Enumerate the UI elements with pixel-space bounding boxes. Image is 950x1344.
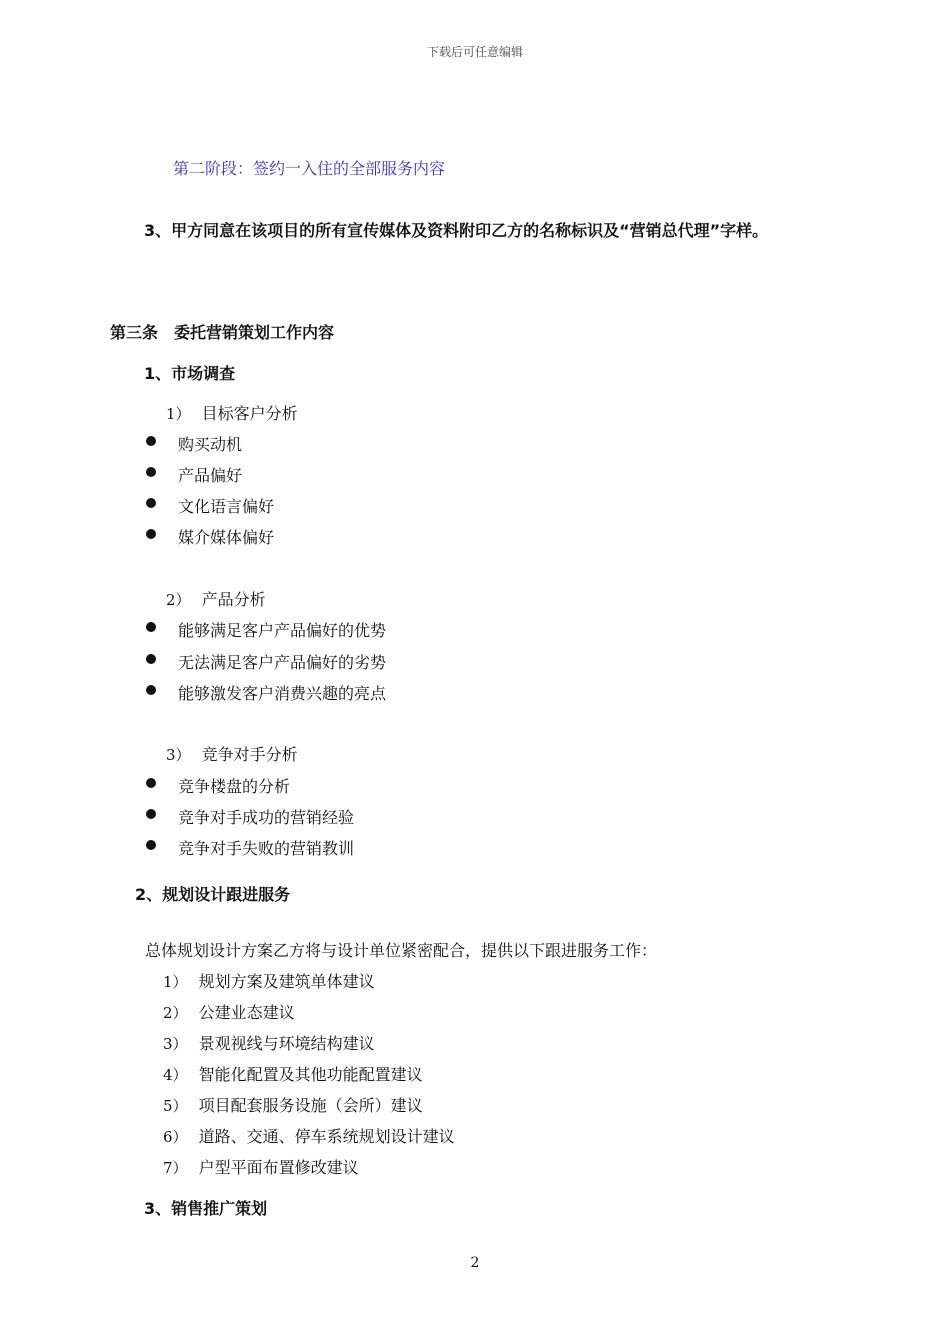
item-number: 5） — [163, 1097, 188, 1115]
section-3-title: 3、销售推广策划 — [144, 1199, 268, 1218]
subsection-2 — [166, 587, 266, 610]
item-number: 4） — [163, 1066, 188, 1084]
bullet-icon — [146, 436, 156, 446]
bullet-icon — [146, 685, 156, 695]
bullet-icon — [146, 654, 156, 664]
item-number: 7） — [163, 1159, 188, 1177]
list-item: 能够激发客户消费兴趣的亮点 — [178, 684, 387, 703]
list-item: 媒介媒体偏好 — [178, 528, 275, 547]
subsection-label: 目标客户分析 — [201, 404, 298, 423]
numbered-item — [163, 1031, 375, 1054]
section-1-title: 1、市场调查 — [144, 364, 236, 383]
section-2-intro: 总体规划设计方案乙方将与设计单位紧密配合，提供以下跟进服务工作： — [145, 941, 658, 960]
stage-title: 第二阶段：签约一入住的全部服务内容 — [173, 159, 446, 178]
item-text: 景观视线与环境结构建议 — [198, 1034, 375, 1053]
item-text: 项目配套服务设施（会所）建议 — [198, 1096, 423, 1115]
subsection-number: 2） — [166, 591, 191, 609]
numbered-item — [163, 1155, 359, 1178]
subsection-number: 1） — [166, 405, 191, 423]
item-text: 智能化配置及其他功能配置建议 — [198, 1065, 423, 1084]
bullet-icon — [146, 809, 156, 819]
numbered-item — [163, 969, 375, 992]
bullet-icon — [146, 778, 156, 788]
article-title: 第三条 委托营销策划工作内容 — [110, 323, 335, 342]
list-item: 竞争对手失败的营销教训 — [178, 839, 355, 858]
bullet-icon — [146, 840, 156, 850]
subsection-3 — [166, 742, 298, 765]
bullet-icon — [146, 529, 156, 539]
page-number: 2 — [470, 1255, 480, 1271]
subsection-number: 3） — [166, 746, 191, 764]
numbered-item — [163, 1062, 423, 1085]
list-item: 竞争楼盘的分析 — [178, 777, 291, 796]
numbered-item — [163, 1124, 455, 1147]
item-text: 公建业态建议 — [198, 1003, 295, 1022]
item-number: 6） — [163, 1128, 188, 1146]
item-text: 规划方案及建筑单体建议 — [198, 972, 375, 991]
bullet-icon — [146, 467, 156, 477]
numbered-item — [163, 1000, 295, 1023]
list-item: 购买动机 — [178, 435, 243, 454]
list-item: 能够满足客户产品偏好的优势 — [178, 621, 387, 640]
item-number: 1） — [163, 973, 188, 991]
list-item: 文化语言偏好 — [178, 497, 275, 516]
subsection-1 — [166, 401, 298, 424]
subsection-label: 竞争对手分析 — [201, 745, 298, 764]
clause-3-line: 3、甲方同意在该项目的所有宣传媒体及资料附印乙方的名称标识及“营销总代理”字样。 — [144, 221, 769, 240]
item-text: 道路、交通、停车系统规划设计建议 — [198, 1127, 455, 1146]
item-text: 户型平面布置修改建议 — [198, 1158, 359, 1177]
item-number: 2） — [163, 1004, 188, 1022]
list-item: 无法满足客户产品偏好的劣势 — [178, 653, 387, 672]
subsection-label: 产品分析 — [201, 590, 266, 609]
list-item: 竞争对手成功的营销经验 — [178, 808, 355, 827]
bullet-icon — [146, 498, 156, 508]
header-note: 下载后可任意编辑 — [426, 45, 523, 59]
numbered-item — [163, 1093, 423, 1116]
bullet-icon — [146, 622, 156, 632]
item-number: 3） — [163, 1035, 188, 1053]
section-2-title: 2、规划设计跟进服务 — [135, 885, 291, 904]
list-item: 产品偏好 — [178, 466, 243, 485]
